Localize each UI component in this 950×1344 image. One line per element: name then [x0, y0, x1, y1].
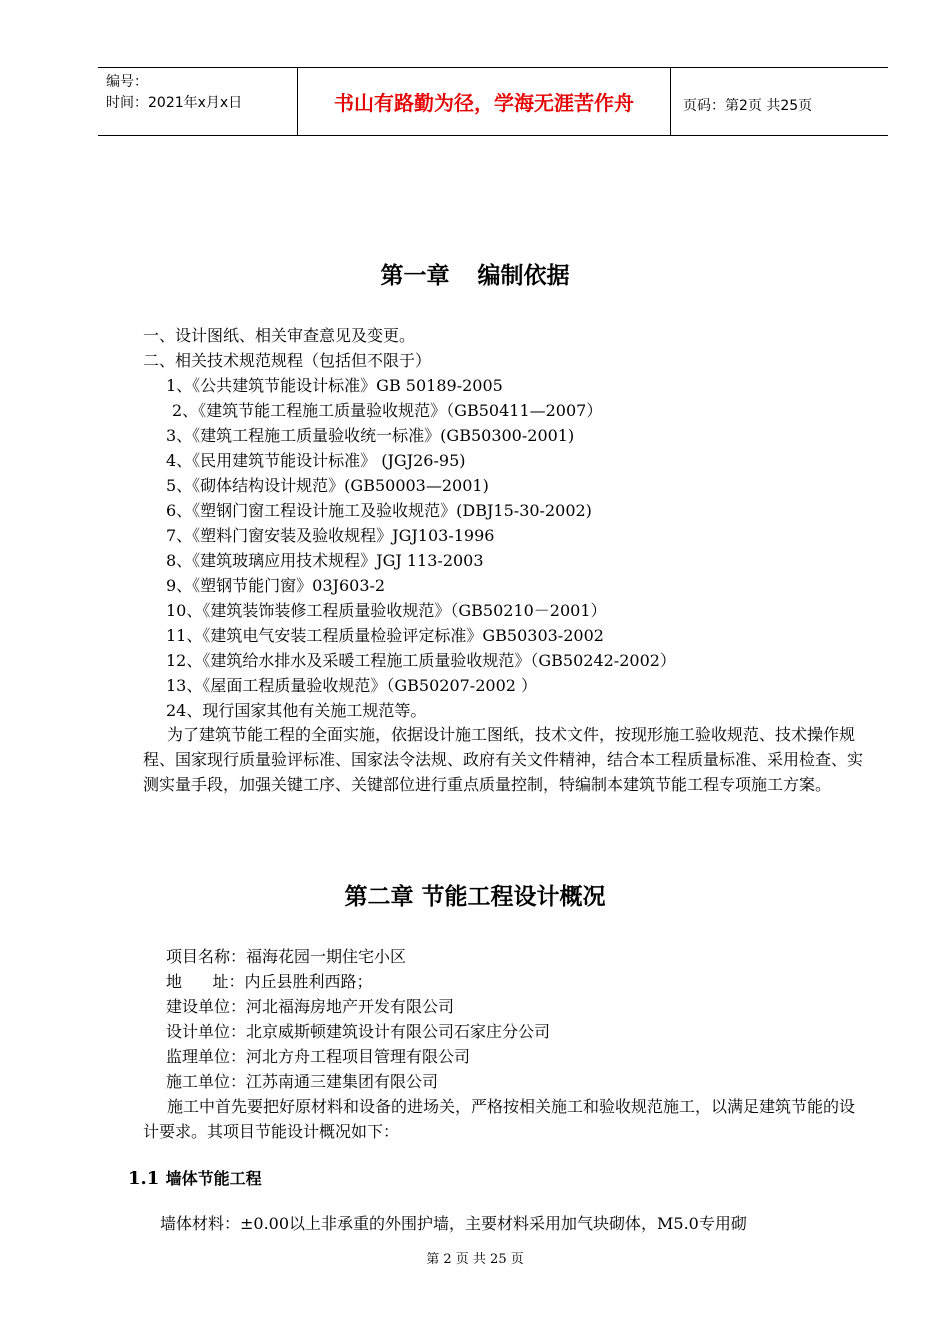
chapter2-paragraph — [143, 1094, 863, 1144]
chapter1-paragraph — [143, 722, 863, 797]
standard-item: 6、《塑钢门窗工程设计施工及验收规范》(DBJ15-30-2002) — [166, 501, 592, 520]
header-page-label: 页码：第2页 共25页 — [683, 98, 813, 114]
standard-item: 13、《屋面工程质量验收规范》（GB50207-2002 ） — [166, 676, 538, 695]
standard-item: 11、《建筑电气安装工程质量检验评定标准》GB50303-2002 — [166, 626, 604, 645]
page-footer: 第 2 页 共 25 页 — [426, 1252, 524, 1267]
standard-item: 24、现行国家其他有关施工规范等。 — [166, 701, 427, 720]
project-info-line: 项目名称：福海花园一期住宅小区 — [166, 947, 407, 966]
standard-item: 1、《公共建筑节能设计标准》GB 50189-2005 — [166, 376, 503, 395]
standard-item: 12、《建筑给水排水及采暖工程施工质量验收规范》（GB50242-2002） — [166, 651, 676, 670]
chapter1-paragraph-text: 为了建筑节能工程的全面实施，依据设计施工图纸，技术文件，按现形施工验收规范、技术操作规程、国家现行质量验评标准、国家法令法规、政府有关文件精神，结合本工程质量标准、采用检查、实测实量手段，加强关键工序、关键部位进行重点质量控制，特编制本建筑节能工程专项施工方案。 — [143, 725, 864, 794]
standard-item: 8、《建筑玻璃应用技术规程》JGJ 113-2003 — [166, 551, 484, 570]
number-label: 编号： — [106, 74, 148, 90]
standard-item: 10、《建筑装饰装修工程质量验收规范》（GB50210－2001） — [166, 601, 607, 620]
standard-item: 5、《砌体结构设计规范》(GB50003—2001) — [166, 476, 489, 495]
wall-material-text: 墙体材料：±0.00以上非承重的外围护墙，主要材料采用加气块砌体，M5.0专用砌 — [160, 1214, 747, 1233]
chapter1-name: 编制依据 — [477, 262, 570, 289]
section-title: 墙体节能工程 — [165, 1169, 262, 1188]
chapter2-paragraph-text: 施工中首先要把好原材料和设备的进场关，严格按相关施工和验收规范施工，以满足建筑节能的设计要求。其项目节能设计概况如下： — [143, 1097, 856, 1141]
section-heading — [128, 1166, 262, 1189]
chapter1-title — [0, 257, 950, 290]
project-info-line: 监理单位：河北方舟工程项目管理有限公司 — [166, 1047, 471, 1066]
project-info-line: 施工单位：江苏南通三建集团有限公司 — [166, 1072, 439, 1091]
basis-item: 二、相关技术规范规程（包括但不限于） — [143, 351, 432, 370]
standard-item: 4、《民用建筑节能设计标准》 (JGJ26-95) — [166, 451, 466, 470]
project-info-line: 地 址：内丘县胜利西路； — [166, 972, 373, 991]
chapter2-title: 第二章 节能工程设计概况 — [344, 883, 606, 910]
basis-item: 一、设计图纸、相关审查意见及变更。 — [143, 326, 416, 345]
standard-item: 9、《塑钢节能门窗》03J603-2 — [166, 576, 386, 595]
standard-item: 2、《建筑节能工程施工质量验收规范》（GB50411—2007） — [172, 401, 603, 420]
standard-item: 7、《塑料门窗安装及验收规程》JGJ103-1996 — [166, 526, 495, 545]
project-info-line: 建设单位：河北福海房地产开发有限公司 — [166, 997, 455, 1016]
standard-item: 3、《建筑工程施工质量验收统一标准》(GB50300-2001) — [166, 426, 575, 445]
header-motto: 书山有路勤为径，学海无涯苦作舟 — [298, 68, 671, 135]
header-meta — [98, 68, 298, 135]
section-number: 1.1 — [128, 1168, 160, 1189]
time-label: 时间：2021年x月x日 — [106, 95, 243, 111]
project-info-line: 设计单位：北京威斯顿建筑设计有限公司石家庄分公司 — [166, 1022, 551, 1041]
chapter1-number: 第一章 — [380, 262, 450, 289]
page-header — [98, 67, 888, 136]
